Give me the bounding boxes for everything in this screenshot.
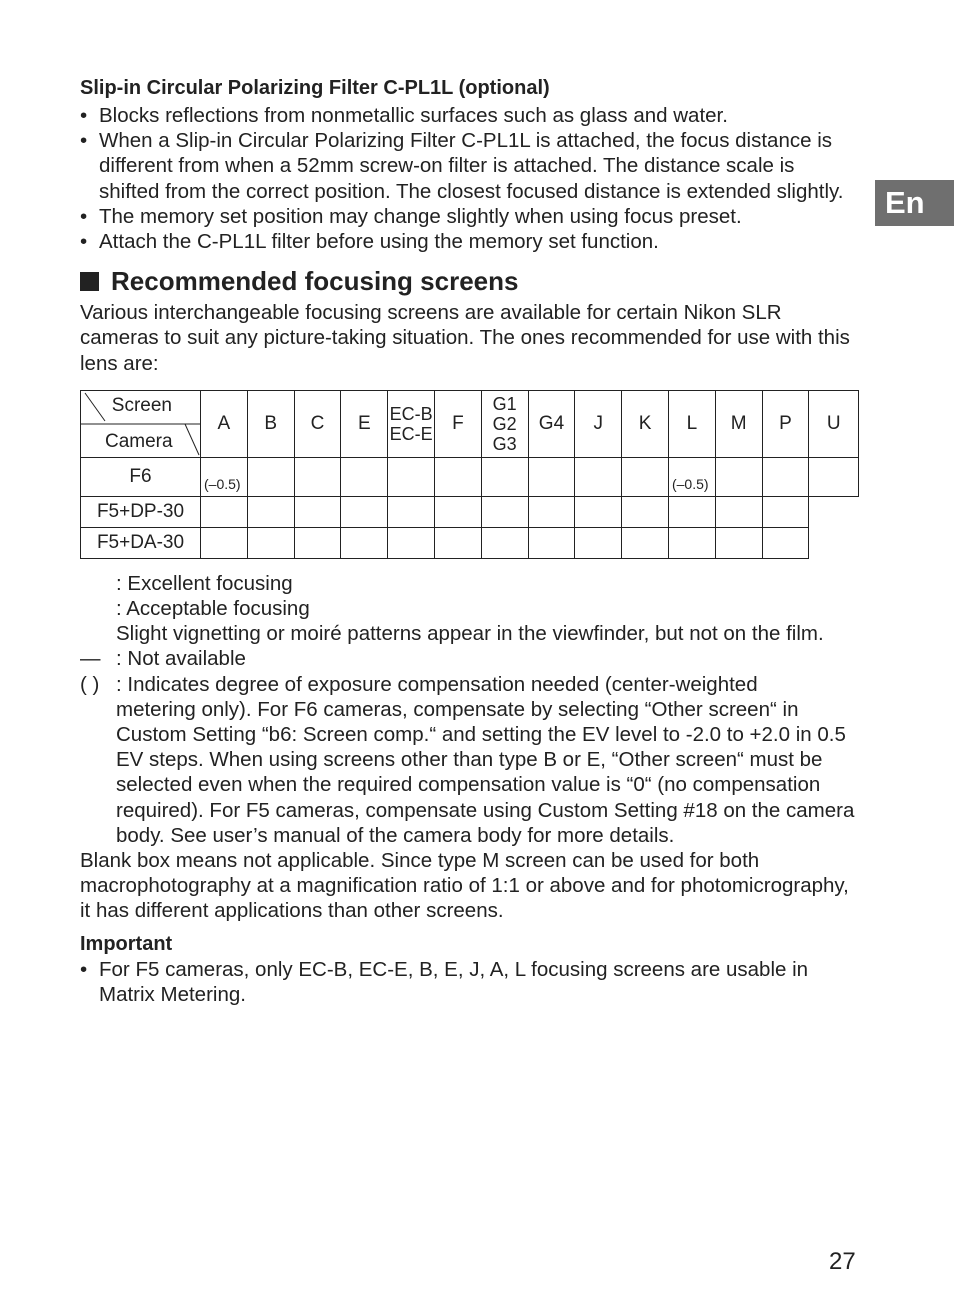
table-cell bbox=[201, 496, 248, 527]
table-cell bbox=[481, 527, 528, 558]
table-cell bbox=[388, 496, 435, 527]
column-header bbox=[481, 390, 528, 457]
table-cell bbox=[201, 527, 248, 558]
table-cell bbox=[247, 496, 294, 527]
column-header: P bbox=[762, 390, 809, 457]
legend-not-available: : Not available bbox=[116, 647, 246, 671]
legend-row bbox=[80, 646, 860, 671]
table-row bbox=[81, 527, 859, 558]
filter-bullet: • Attach the C-PL1L filter before using the memory set function. bbox=[80, 229, 860, 254]
table-cell bbox=[341, 527, 388, 558]
table-cell bbox=[622, 457, 669, 496]
camera-cell: F5+DP-30 bbox=[81, 496, 201, 527]
legend-symbol: ( ) bbox=[80, 672, 100, 696]
page-content bbox=[80, 76, 860, 1007]
column-header-line: EC-E bbox=[389, 423, 433, 444]
compensation-note: (–0.5) bbox=[204, 475, 241, 492]
column-header-line: EC-B bbox=[389, 403, 433, 424]
important-title: Important bbox=[80, 932, 173, 955]
table-cell bbox=[434, 457, 481, 496]
table-cell bbox=[575, 496, 622, 527]
table-cell bbox=[575, 457, 622, 496]
column-header: U bbox=[809, 390, 859, 457]
focusing-screens-table bbox=[80, 390, 859, 559]
important-bullets bbox=[80, 957, 860, 1007]
legend-blank-note: Blank box means not applicable. Since type M screen can be used for both macrophotography at a magnification ratio of 1:1 or above and for photomicrography, it has different applications than other screens. bbox=[80, 849, 849, 923]
corner-screen-label: Screen bbox=[111, 394, 172, 416]
table-cell bbox=[434, 527, 481, 558]
legend-row bbox=[80, 571, 860, 596]
table-cell bbox=[809, 457, 859, 496]
column-header: J bbox=[575, 390, 622, 457]
camera-cell: F6 bbox=[81, 457, 201, 496]
column-header: E bbox=[341, 390, 388, 457]
column-header: M bbox=[715, 390, 762, 457]
table-cell bbox=[575, 527, 622, 558]
legend-acceptable-note: Slight vignetting or moiré patterns appear in the viewfinder, but not on the film. bbox=[116, 622, 824, 646]
table-cell bbox=[388, 457, 435, 496]
table-cell bbox=[762, 496, 809, 527]
table-cell bbox=[434, 496, 481, 527]
table-cell bbox=[201, 457, 248, 496]
important-bullet: • For F5 cameras, only EC-B, EC-E, B, E, J, A, L focusing screens are usable in Matrix Metering. bbox=[80, 957, 860, 1007]
section-title: Recommended focusing screens bbox=[111, 266, 519, 297]
table-row bbox=[81, 457, 859, 496]
table-cell bbox=[668, 527, 715, 558]
table-cell bbox=[481, 457, 528, 496]
table-cell bbox=[341, 496, 388, 527]
legend-parentheses-detail: metering only). For F6 cameras, compensate by selecting “Other screen“ in Custom Setting “b6: Screen comp.“ and setting the EV level to -2.0 to +2.0 in 0.5 EV steps. When using screens other than type B or E, “Other screen“ must be selected even when the required compensation value is “0“ (no compensation required). For F5 cameras, compensate using Custom Setting #18 on the camera body. See user’s manual of the camera body for more details. bbox=[116, 697, 855, 847]
table-cell bbox=[762, 457, 809, 496]
table-cell bbox=[528, 527, 575, 558]
column-header: B bbox=[247, 390, 294, 457]
legend-symbol: — bbox=[80, 647, 101, 671]
page-number: 27 bbox=[829, 1248, 856, 1275]
camera-cell: F5+DA-30 bbox=[81, 527, 201, 558]
legend-symbol bbox=[80, 596, 116, 621]
column-header: G4 bbox=[528, 390, 575, 457]
column-header: C bbox=[294, 390, 341, 457]
table-cell bbox=[247, 457, 294, 496]
table-cell bbox=[715, 496, 762, 527]
legend-parentheses: : Indicates degree of exposure compensation needed (center-weighted bbox=[116, 672, 758, 696]
table-cell bbox=[715, 457, 762, 496]
table-corner-cell bbox=[81, 390, 201, 457]
filter-bullet: • Blocks reflections from nonmetallic surfaces such as glass and water. bbox=[80, 103, 860, 128]
table-cell bbox=[294, 496, 341, 527]
table-cell bbox=[668, 496, 715, 527]
table-header-row bbox=[81, 390, 859, 457]
compensation-note: (–0.5) bbox=[671, 475, 709, 492]
table-cell bbox=[247, 527, 294, 558]
table-cell bbox=[294, 527, 341, 558]
black-square-icon bbox=[80, 272, 99, 291]
filter-bullets bbox=[80, 103, 860, 254]
column-header-line: G2 bbox=[492, 413, 517, 434]
table-cell bbox=[528, 457, 575, 496]
legend-row bbox=[80, 672, 860, 697]
legend-excellent: : Excellent focusing bbox=[116, 571, 293, 595]
table-row bbox=[81, 496, 859, 527]
table-cell bbox=[668, 457, 715, 496]
column-header bbox=[388, 390, 435, 457]
legend-symbol bbox=[80, 571, 116, 596]
legend-row bbox=[80, 596, 860, 621]
corner-camera-label: Camera bbox=[105, 430, 173, 452]
table-cell bbox=[528, 496, 575, 527]
table-cell bbox=[622, 496, 669, 527]
table-cell bbox=[715, 527, 762, 558]
filter-title: Slip-in Circular Polarizing Filter C-PL1L (optional) bbox=[80, 77, 550, 99]
table-cell bbox=[481, 496, 528, 527]
filter-bullet: • When a Slip-in Circular Polarizing Filter C-PL1L is attached, the focus distance is different from when a 52mm screw-on filter is attached. The distance scale is shifted from the correct position. The closest focused distance is extended slightly. bbox=[80, 128, 860, 204]
table-cell bbox=[294, 457, 341, 496]
section-intro: Various interchangeable focusing screens are available for certain Nikon SLR cameras to suit any picture-taking situation. The ones recommended for use with this lens are: bbox=[80, 301, 850, 375]
column-header: L bbox=[668, 390, 715, 457]
table-cell bbox=[622, 527, 669, 558]
legend-acceptable: : Acceptable focusing bbox=[116, 597, 310, 621]
table-cell bbox=[388, 527, 435, 558]
table-cell bbox=[762, 527, 809, 558]
column-header: A bbox=[201, 390, 248, 457]
column-header: K bbox=[622, 390, 669, 457]
column-header: F bbox=[434, 390, 481, 457]
filter-bullet: • The memory set position may change slightly when using focus preset. bbox=[80, 204, 860, 229]
column-header-line: G1 bbox=[492, 393, 517, 414]
table-cell bbox=[341, 457, 388, 496]
section-heading bbox=[80, 262, 860, 300]
column-header-line: G3 bbox=[492, 433, 517, 454]
language-tab: En bbox=[875, 180, 954, 226]
table-legend bbox=[80, 571, 860, 924]
